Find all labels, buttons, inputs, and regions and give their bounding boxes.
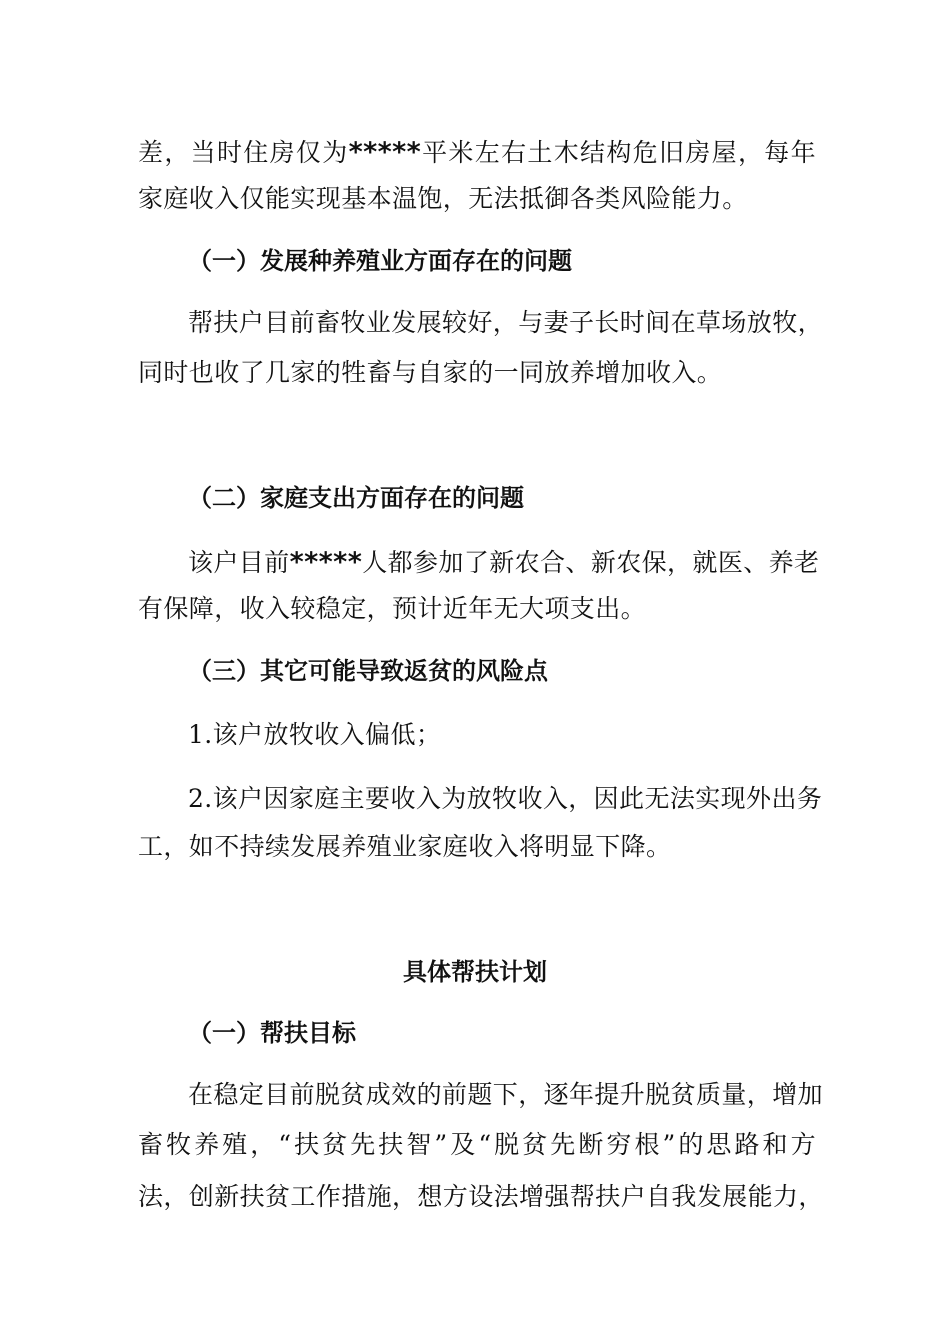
paragraph-housing-line-1 [138,136,816,170]
paragraph-goal-line-1: 在稳定目前脱贫成效的前题下，逐年提升脱贫质量，增加 [188,1080,824,1109]
paragraph-insurance-line-2: 有保障，收入较稳定，预计近年无大项支出。 [138,594,647,623]
heading-breeding-issues: （一）发展种养殖业方面存在的问题 [188,247,572,275]
paragraph-goal-line-2: 畜牧养殖，“扶贫先扶智”及“脱贫先断穷根”的思路和方 [138,1130,816,1159]
list-item-1: 1.该户放牧收入偏低； [188,720,442,749]
list-item-2-line-2: 工，如不持续发展养殖业家庭收入将明显下降。 [138,832,672,861]
text-segment: 平米左右土木结构危旧房屋，每年 [421,138,816,167]
heading-expense-issues: （二）家庭支出方面存在的问题 [188,484,524,512]
text-segment: 该户目前 [188,548,290,577]
masked-value: ***** [289,547,363,578]
list-item-2-line-1: 2.该户因家庭主要收入为放牧收入，因此无法实现外出务 [188,784,823,813]
paragraph-livestock-line-2: 同时也收了几家的牲畜与自家的一同放养增加收入。 [138,358,723,387]
text-segment: 差，当时住房仅为 [138,138,349,167]
masked-value: ***** [348,137,422,168]
paragraph-livestock-line-1: 帮扶户目前畜牧业发展较好，与妻子长时间在草场放牧， [188,308,824,337]
paragraph-goal-line-3: 法，创新扶贫工作措施，想方设法增强帮扶户自我发展能力， [138,1182,824,1211]
heading-assistance-goal: （一）帮扶目标 [188,1019,356,1047]
text-segment: 人都参加了新农合、新农保，就医、养老 [362,548,820,577]
heading-poverty-risks: （三）其它可能导致返贫的风险点 [188,657,548,685]
paragraph-housing-line-2: 家庭收入仅能实现基本温饱，无法抵御各类风险能力。 [138,184,748,213]
section-title: 具体帮扶计划 [403,958,547,986]
paragraph-insurance-line-1 [188,546,820,580]
